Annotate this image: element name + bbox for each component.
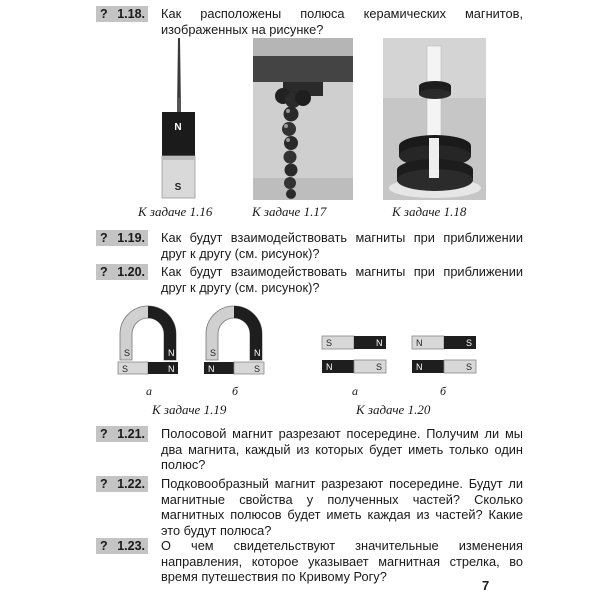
question-number: 1.18. <box>117 7 145 21</box>
pole-label-n: N <box>376 338 383 348</box>
figure-1-20 <box>318 330 480 378</box>
question-number-tag <box>96 6 148 22</box>
caption-fig-1-18: К задаче 1.18 <box>392 204 467 219</box>
caption-fig-1-19: К задаче 1.19 <box>152 402 227 417</box>
question-text: Как будут взаимодействовать магниты при приближении друг к другу (см. рисунок)? <box>161 230 523 261</box>
question-number: 1.23. <box>117 539 145 553</box>
question-text: Подковообразный магнит разрезают посередине. Будут ли магнитные свойства у полученных частей? Сколько магнитных полюсов будет иметь каждая из частей? Какие это будут полюса? <box>161 476 523 538</box>
pole-label-s: S <box>326 338 333 348</box>
figure-1-17-photo <box>253 38 353 200</box>
question-number-tag <box>96 538 148 554</box>
pole-label-n: N <box>416 362 423 372</box>
question-text: Как будут взаимодействовать магниты при приближении друг к другу (см. рисунок)? <box>161 264 523 295</box>
pole-label-s: S <box>174 182 182 193</box>
sublabel-b: б <box>440 384 447 398</box>
question-mark: ? <box>100 477 108 491</box>
pole-label-n: N <box>254 348 261 358</box>
pole-label-s: S <box>210 348 217 358</box>
question-number-tag <box>96 264 148 280</box>
pole-label-n: N <box>326 362 333 372</box>
pole-label-s: S <box>466 338 473 348</box>
caption-fig-1-17: К задаче 1.17 <box>252 204 327 219</box>
sublabel-a: а <box>352 384 358 398</box>
question-number-tag <box>96 230 148 246</box>
pole-label-n: N <box>416 338 423 348</box>
pole-label-n: N <box>174 122 182 133</box>
pole-label-s: S <box>466 362 473 372</box>
figure-1-18-photo <box>383 38 486 200</box>
question-text: Полосовой магнит разрезают посередине. Получим ли мы два магнита, каждый из которых будет иметь только один полюс? <box>161 426 523 472</box>
pole-label-n: N <box>168 364 175 374</box>
question-text: Как расположены полюса керамических магнитов, изображенных на рисунке? <box>161 6 523 37</box>
question-text: О чем свидетельствуют значительные изменения направления, которое указывает магнитная стрелка, во время путешествия по Кривому Рогу? <box>161 538 523 584</box>
question-mark: ? <box>100 231 108 245</box>
pole-label-s: S <box>124 348 131 358</box>
question-number: 1.19. <box>117 231 145 245</box>
question-mark: ? <box>100 539 108 553</box>
question-number: 1.20. <box>117 265 145 279</box>
figure-1-16-nail-magnet <box>150 38 210 200</box>
pole-label-s: S <box>122 364 129 374</box>
caption-fig-1-20: К задаче 1.20 <box>356 402 431 417</box>
pole-label-s: S <box>254 364 261 374</box>
question-mark: ? <box>100 427 108 441</box>
pole-label-n: N <box>168 348 175 358</box>
question-number: 1.22. <box>117 477 145 491</box>
page-number: 7 <box>482 578 490 593</box>
pole-label-s: S <box>376 362 383 372</box>
question-number: 1.21. <box>117 427 145 441</box>
question-mark: ? <box>100 7 108 21</box>
sublabel-b: б <box>232 384 239 398</box>
pole-label-n: N <box>208 364 215 374</box>
question-number-tag <box>96 426 148 442</box>
caption-fig-1-16: К задаче 1.16 <box>138 204 213 219</box>
sublabel-a: а <box>146 384 152 398</box>
question-number-tag <box>96 476 148 492</box>
question-mark: ? <box>100 265 108 279</box>
figure-1-19 <box>112 300 272 382</box>
